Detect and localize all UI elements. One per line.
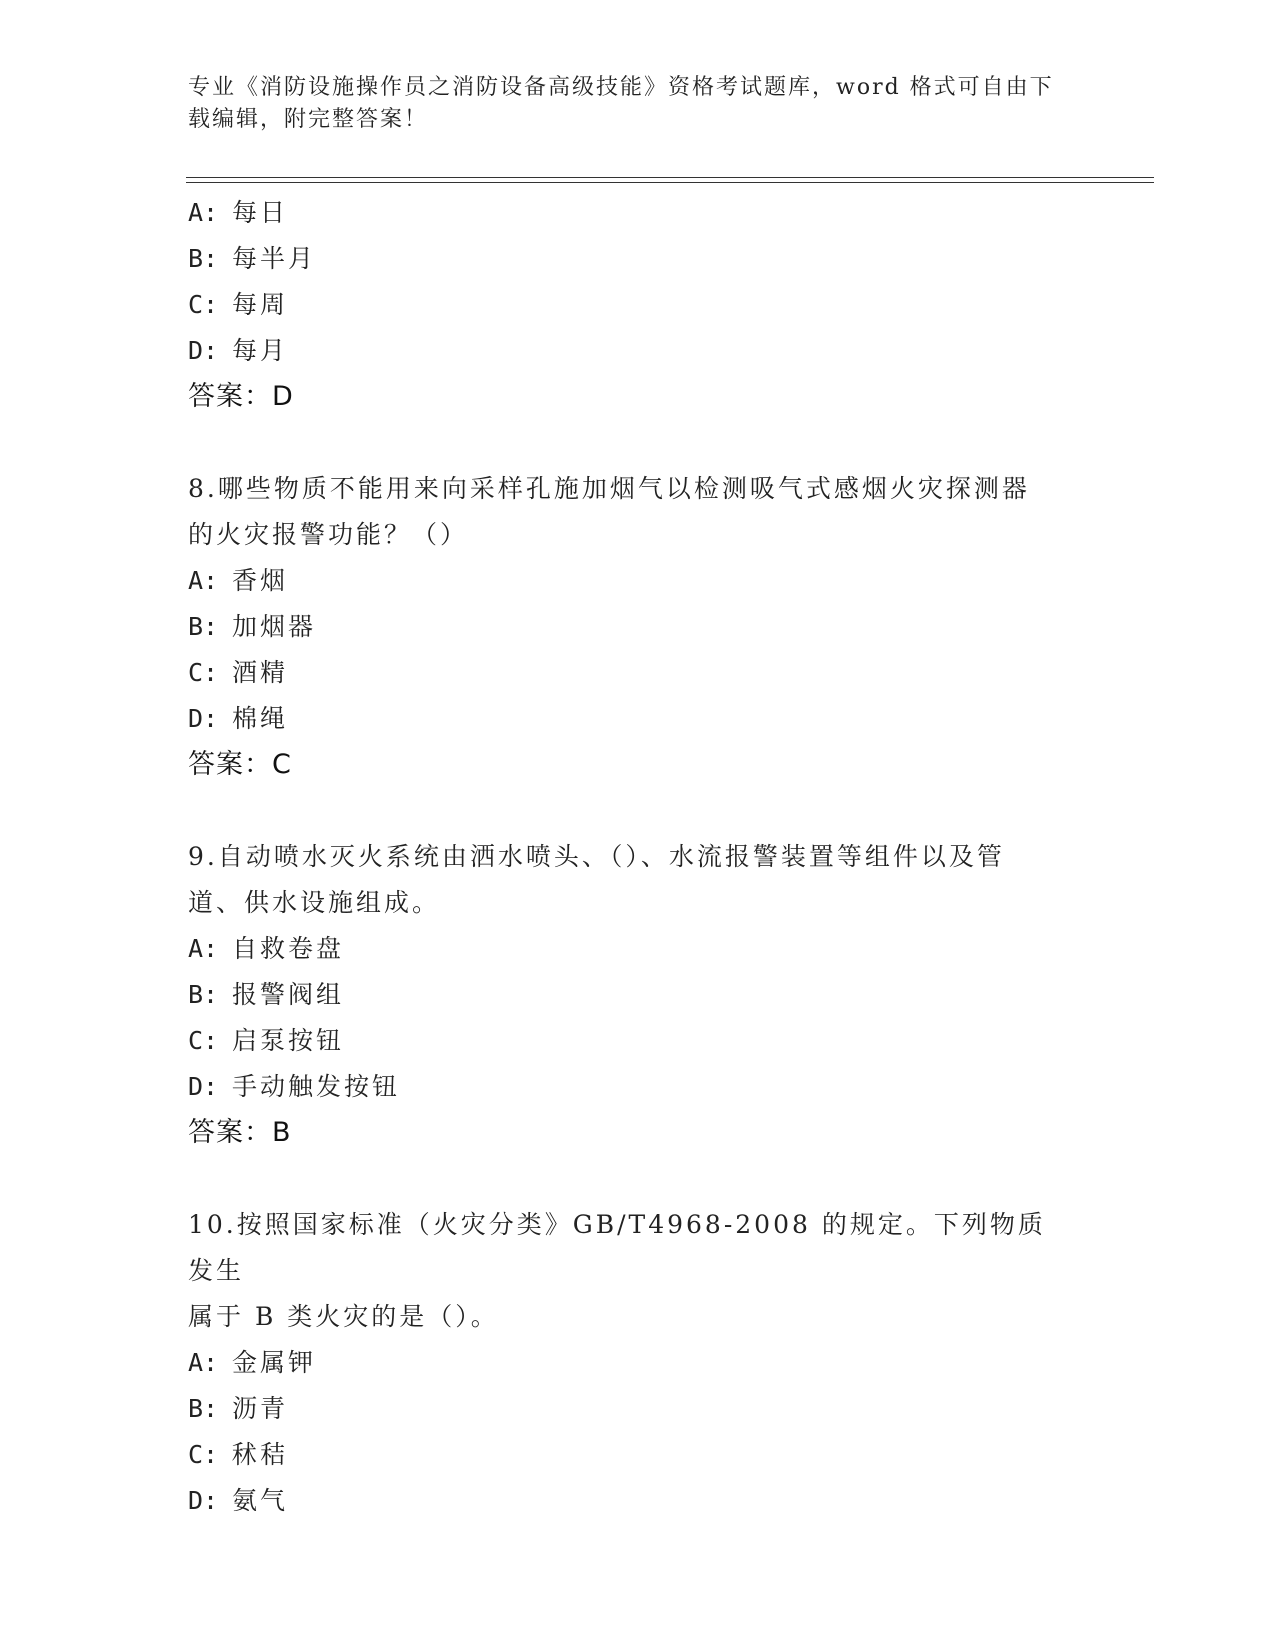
option-d: [188, 696, 1088, 742]
option-a: [188, 1340, 1088, 1386]
option-b: [188, 1386, 1088, 1432]
option-text: 秫秸: [232, 1440, 289, 1469]
question-10: [188, 1202, 1088, 1524]
question-content: [188, 190, 1088, 1524]
option-text: 报警阀组: [232, 980, 345, 1009]
question-8: [188, 466, 1088, 788]
option-b: [188, 604, 1088, 650]
option-text: 每月: [232, 336, 289, 365]
option-text: 每半月: [232, 244, 317, 273]
option-key: B:: [188, 612, 219, 641]
answer-label: 答案：: [188, 381, 272, 412]
option-key: D:: [188, 1486, 219, 1515]
option-text: 启泵按钮: [232, 1026, 345, 1055]
document-header: [188, 72, 1068, 136]
answer-label: 答案：: [188, 1117, 272, 1148]
option-b: [188, 236, 1088, 282]
option-key: D:: [188, 336, 219, 365]
answer-value: B: [272, 1117, 292, 1148]
option-key: B:: [188, 244, 219, 273]
question-stem-line-1: 10.按照国家标准（火灾分类》GB/T4968-2008 的规定。下列物质发生: [188, 1210, 1046, 1285]
option-c: [188, 1018, 1088, 1064]
question-9: [188, 834, 1088, 1156]
answer-value: D: [272, 381, 294, 412]
option-text: 酒精: [232, 658, 289, 687]
option-text: 手动触发按钮: [232, 1072, 401, 1101]
option-key: A:: [188, 934, 219, 963]
option-key: A:: [188, 1348, 219, 1377]
question-stem-line-1: 8.哪些物质不能用来向采样孔施加烟气以检测吸气式感烟火灾探测器: [188, 474, 1030, 503]
option-a: [188, 190, 1088, 236]
option-key: C:: [188, 658, 219, 687]
option-c: [188, 282, 1088, 328]
option-text: 沥青: [232, 1394, 289, 1423]
header-divider-top: [186, 177, 1154, 178]
option-d: [188, 1064, 1088, 1110]
question-stem-line-2: 属于 B 类火灾的是（）。: [188, 1302, 499, 1331]
option-key: B:: [188, 1394, 219, 1423]
option-text: 每日: [232, 198, 289, 227]
answer-line: [188, 374, 1088, 420]
question-stem: [188, 834, 1068, 926]
option-text: 棉绳: [232, 704, 289, 733]
question-stem-line-2: 道、供水设施组成。: [188, 888, 441, 917]
answer-line: [188, 1110, 1088, 1156]
option-text: 氨气: [232, 1486, 289, 1515]
question-stem-line-1: 9.自动喷水灭火系统由洒水喷头、（）、水流报警装置等组件以及管: [188, 842, 1005, 871]
option-key: C:: [188, 290, 219, 319]
option-a: [188, 558, 1088, 604]
question-stem-line-2: 的火灾报警功能？（）: [188, 520, 469, 549]
option-key: C:: [188, 1026, 219, 1055]
header-line-1: 专业《消防设施操作员之消防设备高级技能》资格考试题库，word 格式可自由下: [188, 75, 1054, 100]
option-a: [188, 926, 1088, 972]
option-text: 每周: [232, 290, 289, 319]
option-text: 自救卷盘: [232, 934, 345, 963]
option-key: A:: [188, 566, 219, 595]
question-7-partial: [188, 190, 1088, 420]
question-stem: [188, 1202, 1068, 1340]
header-divider-bottom: [186, 182, 1154, 183]
option-d: [188, 328, 1088, 374]
option-key: D:: [188, 1072, 219, 1101]
option-c: [188, 650, 1088, 696]
answer-label: 答案：: [188, 749, 272, 780]
option-text: 金属钾: [232, 1348, 317, 1377]
option-key: C:: [188, 1440, 219, 1469]
header-line-2: 载编辑，附完整答案！: [188, 107, 429, 132]
option-text: 加烟器: [232, 612, 317, 641]
option-d: [188, 1478, 1088, 1524]
option-b: [188, 972, 1088, 1018]
answer-line: [188, 742, 1088, 788]
option-key: A:: [188, 198, 219, 227]
option-key: B:: [188, 980, 219, 1009]
answer-value: C: [272, 749, 292, 780]
option-text: 香烟: [232, 566, 289, 595]
option-c: [188, 1432, 1088, 1478]
question-stem: [188, 466, 1068, 558]
option-key: D:: [188, 704, 219, 733]
